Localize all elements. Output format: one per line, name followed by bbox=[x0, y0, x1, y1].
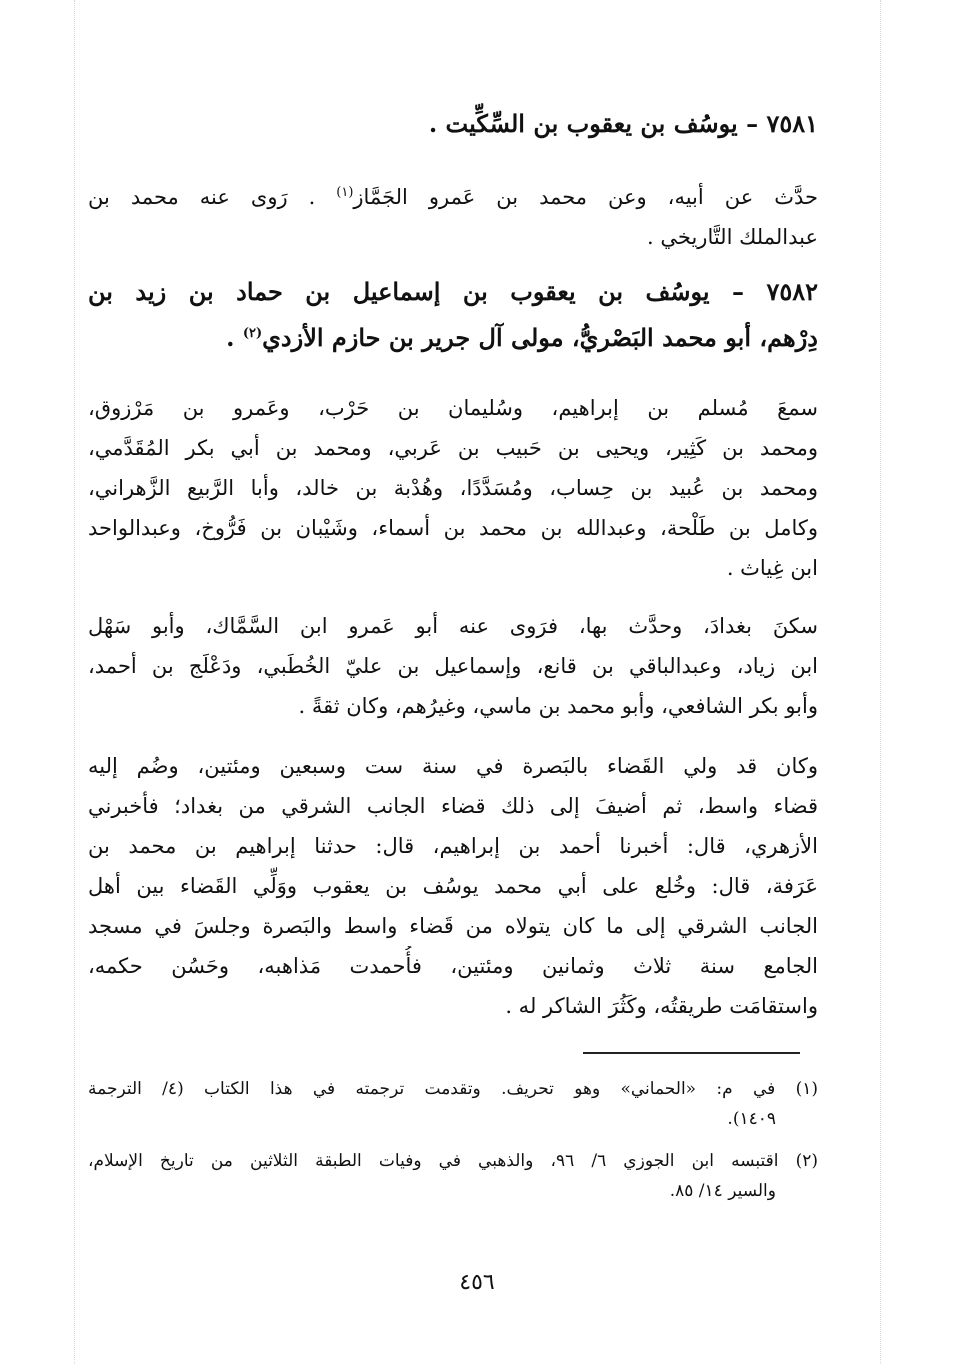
footnote-ref-1[interactable]: (١) bbox=[336, 185, 354, 200]
body-line: واستقامَت طريقتُه، وكَثُرَ الشاكر له . bbox=[505, 994, 818, 1018]
body-line: الجانب الشرقي إلى ما كان يتولاه من قَضاء واسط والبَصرة وجلسَ في مسجد bbox=[88, 914, 818, 938]
heading-line: ٧٥٨٢ – يوسُف بن يعقوب بن إسماعيل بن حماد بن زيد بن bbox=[88, 277, 818, 306]
entry-heading-7581 bbox=[88, 102, 818, 152]
page-number: ٤٥٦ bbox=[459, 1270, 495, 1295]
footnote-line: ١٤٠٩). bbox=[727, 1109, 776, 1129]
heading-line: ٧٥٨١ – يوسُف بن يعقوب بن السِّكِّيت . bbox=[428, 109, 818, 138]
body-text: . رَوى عنه محمد بن bbox=[88, 185, 337, 209]
paragraph-students bbox=[88, 606, 818, 730]
footnote-line: (١) في م: «الحماني» وهو تحريف. وتقدمت ترجمته في هذا الكتاب (٤/ الترجمة bbox=[88, 1079, 818, 1099]
entry-heading-7582 bbox=[88, 270, 818, 362]
body-line: سمعَ مُسلم بن إبراهيم، وسُليمان بن حَرْب، وعَمرو بن مَرْزوق، bbox=[88, 396, 818, 420]
body-line: ابن زياد، وعبدالباقي بن قانع، وإسماعيل بن عليّ الخُطَبي، ودَعْلَج بن أحمد، bbox=[88, 654, 818, 678]
body-line: وأبو بكر الشافعي، وأبو محمد بن ماسي، وغيرُهم، وكان ثقةً . bbox=[298, 694, 818, 718]
footnote-line: (٢) اقتبسه ابن الجوزي ٦/ ٩٦، والذهبي في وفيات الطبقة الثلاثين من تاريخ الإسلام، bbox=[88, 1151, 818, 1171]
body-line: عبدالملك التَّاريخي . bbox=[647, 225, 818, 249]
margin-guide-right bbox=[880, 0, 882, 1364]
footnote-line: والسير ١٤/ ٨٥. bbox=[669, 1181, 776, 1201]
footnote-2 bbox=[88, 1146, 818, 1210]
body-line: سكنَ بغدادَ، وحدَّث بها، فرَوى عنه أبو عَمرو ابن السَّمَّاك، وأبو سَهْل bbox=[88, 614, 818, 638]
body-line: وكامل بن طَلْحة، وعبدالله بن محمد بن أسماء، وشَيْبان بن فَرُّوخ، وعبدالواحد bbox=[88, 516, 818, 540]
heading-text: . bbox=[226, 323, 243, 352]
footnote-separator bbox=[583, 1052, 800, 1054]
paragraph-teachers bbox=[88, 388, 818, 594]
body-line bbox=[88, 177, 818, 217]
paragraph-judgeship bbox=[88, 746, 818, 1036]
body-line: عَرَفة، قال: وخُلع على أبي محمد يوسُف بن يعقوب ووَلِّي القَضاء بين أهل bbox=[88, 874, 818, 898]
body-line: ومحمد بن كَثِير، ويحيى بن حَبيب بن عَربي، ومحمد بن أبي بكر المُقَدَّمي، bbox=[88, 436, 818, 460]
body-line: الجامع سنة ثلاث وثمانين ومئتين، فأُحمدت مَذاهبه، وحَسُن حكمه، bbox=[88, 954, 818, 978]
footnote-1 bbox=[88, 1074, 818, 1138]
footnote-ref-2[interactable]: (٢) bbox=[242, 326, 263, 341]
body-line: الأزهري، قال: أخبرنا أحمد بن إبراهيم، قال: حدثنا إبراهيم بن محمد بن bbox=[88, 834, 818, 858]
body-line: وكان قد ولي القَضاء بالبَصرة في سنة ست وسبعين ومئتين، وضُم إليه bbox=[88, 754, 818, 778]
body-line: قضاء واسط، ثم أضيفَ إلى ذلك قضاء الجانب الشرقي من بغداد؛ فأخبرني bbox=[88, 794, 818, 818]
body-line: ابن غِياث . bbox=[726, 556, 818, 580]
entry-body-7581 bbox=[88, 177, 818, 261]
body-text: حدَّث عن أبيه، وعن محمد بن عَمرو الجَمَّاز bbox=[353, 185, 818, 209]
heading-line bbox=[88, 316, 818, 360]
margin-guide-left bbox=[74, 0, 76, 1364]
heading-text: دِرْهم، أبو محمد البَصْريُّ، مولى آل جرير بن حازم الأزدي bbox=[262, 323, 818, 352]
body-line: ومحمد بن عُبيد بن حِساب، ومُسَدَّدًا، وهُدْبة بن خالد، وأبا الرَّبيع الزَّهراني، bbox=[88, 476, 818, 500]
